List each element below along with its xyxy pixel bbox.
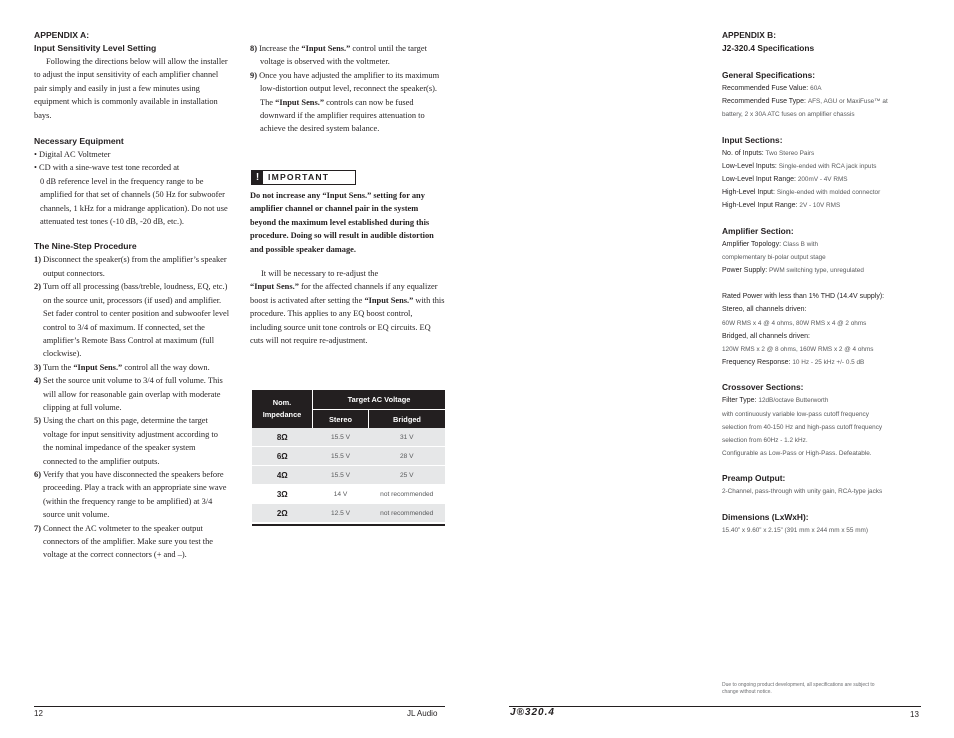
equipment-item-cd-first-line: • CD with a sine-wave test tone recorded at (34, 163, 180, 173)
target-voltage-table (252, 390, 445, 526)
table-row (252, 428, 445, 447)
specifications-column (722, 29, 922, 537)
crossover-line-5: Configurable as Low-Pass or High-Pass. Defeatable. (722, 450, 872, 458)
footer-rule-right (509, 706, 921, 707)
bridged-value-line: 120W RMS x 2 @ 8 ohms, 160W RMS x 2 @ 4 ohms (722, 346, 874, 354)
supply-line: Power Supply: PWM switching type, unregulated (722, 267, 864, 275)
step-1: 1) Disconnect the speaker(s) from the amplifier’s speaker output connectors. (34, 255, 227, 278)
crossover-line-3: selection from 40-150 Hz and high-pass cutoff frequency (722, 423, 883, 431)
table-header-bridged: Bridged (369, 410, 446, 429)
appendix-a-title: Input Sensitivity Level Setting (34, 43, 157, 53)
step-5: 5) Using the chart on this page, determine the target voltage for input sensitivity adjustment according to the nominal impedance of the speaker system connected to the amplifier outputs. (34, 416, 218, 466)
step-2: 2) Turn off all processing (bass/treble, loudness, EQ, etc.) on the source unit, processors (if used) and amplifier. Set fader control to center position and subwoofer level control to 3/4 of maximum. If connected, set the amplifier’s Remote Bass Control at maximum (full clockwise). (34, 282, 230, 359)
page-number-right: 13 (910, 710, 919, 719)
general-heading: General Specifications: (722, 70, 816, 80)
fuse-value-line: Recommended Fuse Value: 60A (722, 85, 822, 92)
step-7: 7) Connect the AC voltmeter to the speaker output connectors of the amplifier. Make sure you test the voltage at the correct connectors (+ and –). (34, 523, 214, 560)
step-9: 9) Once you have adjusted the amplifier to its maximum low-distortion output level, reconnect the speaker(s). The “Input Sens.” controls can now be fused downward if the amplifier requires attenuation to achieve the desired system balance. (250, 70, 440, 134)
preamp-line: 2-Channel, pass-through with unity gain, RCA-type jacks (722, 488, 883, 496)
fuse-type-line-2: battery, 2 x 30A ATC fuses on amplifier chassis (722, 111, 855, 119)
page-number-left: 12 (34, 709, 43, 718)
equipment-heading: Necessary Equipment (34, 136, 124, 147)
table-row (252, 504, 445, 523)
dims-line: 15.40” x 9.60” x 2.15” (391 mm x 244 mm x 55 mm) (722, 526, 868, 534)
impedance-cell: 6Ω (252, 447, 313, 466)
impedance-cell: 8Ω (252, 428, 313, 447)
important-label: IMPORTANT (268, 172, 330, 182)
bridged-cell: 31 V (369, 428, 446, 447)
appendix-a-column (34, 29, 230, 562)
table-row (252, 466, 445, 485)
important-banner (251, 170, 356, 185)
crossover-line-2: with continuously variable low-pass cutoff frequency (722, 410, 869, 418)
table-bottom-border (252, 524, 445, 526)
stereo-cell: 15.5 V (313, 466, 369, 485)
input-heading: Input Sections: (722, 134, 783, 145)
crossover-line-4: selection from 60Hz - 1.2 kHz. (722, 437, 808, 445)
appendix-b-label: APPENDIX B: (722, 30, 776, 40)
bridged-cell: 28 V (369, 447, 446, 466)
impedance-cell: 2Ω (252, 504, 313, 523)
readjust-first-line: It will be necessary to re-adjust the (261, 269, 379, 278)
dims-heading: Dimensions (LxWxH): (722, 511, 809, 522)
stereo-value-line: 60W RMS x 4 @ 4 ohms, 80W RMS x 4 @ 2 ohms (722, 319, 867, 327)
disclaimer-line-2: change without notice. (722, 689, 772, 695)
intro-paragraph: Following the directions below will allow the installer to adjust the input sensitivity of each amplifier channel pair simply and easily in just a few minutes using equipment which is commonly available in installation bays. (34, 57, 228, 120)
step-6: 6) Verify that you have disconnected the speakers before proceeding. Play a track with an appropriate sine wave (within the frequency range to be amplified) at 3/4 source unit volume. (34, 469, 227, 520)
stereo-cell: 14 V (313, 485, 369, 504)
important-exclamation-icon: ! (252, 171, 263, 184)
stereo-cell: 15.5 V (313, 428, 369, 447)
table-row (252, 447, 445, 466)
warning-paragraph: Do not increase any “Input Sens.” setting for any amplifier channel or channel pair in the system beyond the maximum level established during this procedure. Doing so will result in audible distortion and possible speaker damage. (250, 191, 434, 254)
topology-line-2: complementary bi-polar output stage (722, 253, 826, 261)
preamp-heading: Preamp Output: (722, 473, 786, 484)
low-level-line: Low-Level Inputs: Single-ended with RCA jack inputs (722, 162, 877, 170)
impedance-cell: 3Ω (252, 485, 313, 504)
crossover-heading: Crossover Sections: (722, 382, 804, 393)
footer-brand: JL Audio (407, 709, 438, 718)
procedure-column-2 (250, 42, 446, 136)
appendix-b-title: J2-320.4 Specifications (722, 43, 815, 53)
bridged-cell: 25 V (369, 466, 446, 485)
stereo-cell: 15.5 V (313, 447, 369, 466)
table-header-target: Target AC Voltage (313, 390, 446, 410)
filter-line: Filter Type: 12dB/octave Butterworth (722, 397, 829, 405)
step-3: 3) Turn the “Input Sens.” control all the way down. (34, 362, 210, 372)
step-4: 4) Set the source unit volume to 3/4 of full volume. This will allow for reasonable gain overlap with moderate clipping at full volume. (34, 376, 223, 412)
bridged-cell: not recommended (369, 485, 446, 504)
high-range-line: High-Level Input Range: 2V - 10V RMS (722, 202, 841, 210)
equipment-item-cd-rest: 0 dB reference level in the frequency range to be amplified for that set of channels (50 Hz for subwoofer channels, 1 kHz for a midrange application). Do not use attenuated test tones (-10 dB, -20 dB, etc.). (40, 176, 228, 227)
low-range-line: Low-Level Input Range: 200mV - 4V RMS (722, 176, 848, 184)
disclaimer-line-1: Due to ongoing product development, all specifications are subject to (722, 682, 875, 688)
appendix-a-label: APPENDIX A: (34, 30, 90, 40)
impedance-cell: 4Ω (252, 466, 313, 485)
topology-line: Amplifier Topology: Class B with (722, 240, 819, 248)
disclaimer (722, 682, 875, 696)
readjust-rest: “Input Sens.” for the affected channels if any equalizer boost is activated after setting the “Input Sens.” with this procedure. This applies to any EQ boost control, including source unit tone controls or EQ circuits. EQ cuts will not require re-adjustment. (250, 282, 445, 346)
footer-rule-left (34, 706, 445, 707)
steps-heading: The Nine-Step Procedure (34, 241, 137, 252)
equipment-item-cd (34, 161, 230, 228)
freq-line: Frequency Response: 10 Hz - 25 kHz +/- 0.5 dB (722, 359, 865, 367)
steps-list (34, 253, 230, 561)
rated-power-line: Rated Power with less than 1% THD (14.4V supply): (722, 293, 885, 301)
fuse-type-line: Recommended Fuse Type: AFS, AGU or MaxiFuse™ at (722, 98, 888, 106)
table-header-impedance: Nom. Impedance (252, 390, 313, 428)
product-logo: J®320.4 (510, 707, 555, 718)
stereo-cell: 12.5 V (313, 504, 369, 523)
inputs-line: No. of Inputs: Two Stereo Pairs (722, 149, 815, 157)
high-level-line: High-Level Input: Single-ended with molded connector (722, 189, 881, 197)
bridged-cell: not recommended (369, 504, 446, 523)
step-8: 8) Increase the “Input Sens.” control until the target voltage is observed with the voltmeter. (250, 44, 427, 67)
equipment-item-voltmeter: • Digital AC Voltmeter (34, 150, 111, 160)
amp-heading: Amplifier Section: (722, 225, 794, 236)
readjust-paragraph (250, 267, 446, 347)
table-header-stereo: Stereo (313, 410, 369, 429)
bridged-label-line: Bridged, all channels driven: (722, 332, 810, 340)
table-row (252, 485, 445, 504)
stereo-label-line: Stereo, all channels driven: (722, 306, 807, 314)
